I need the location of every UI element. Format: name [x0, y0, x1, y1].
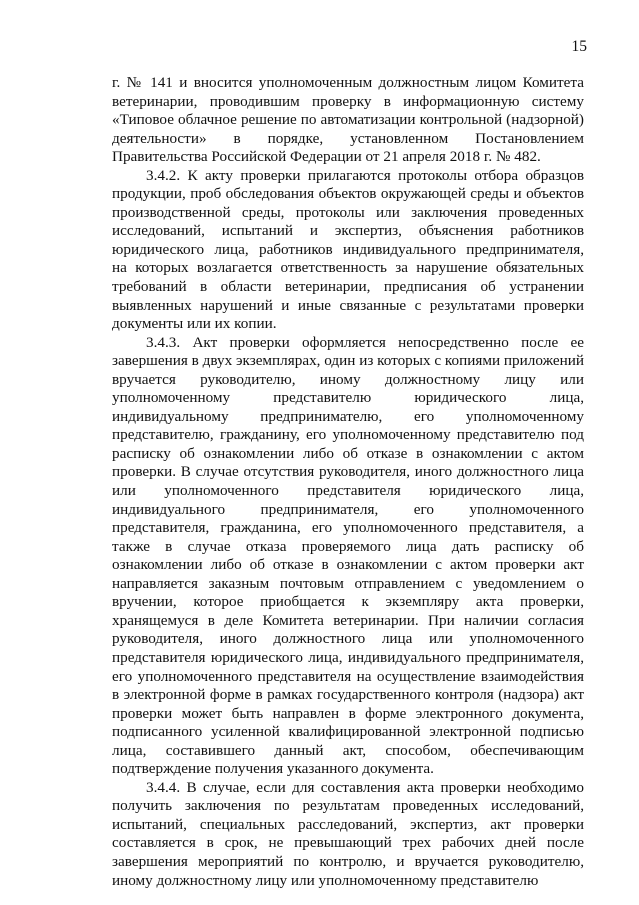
text-line: хранящемуся в деле Комитета ветеринарии. При наличии согласия	[112, 611, 584, 629]
text-line: исследований, испытаний и экспертиз, объяснения работников	[112, 222, 584, 240]
text-line: Правительства Российской Федерации от 21 апреля 2018 г. № 482.	[112, 148, 541, 166]
text-line: г. № 141 и вносится уполномоченным должностным лицом Комитета	[112, 74, 584, 91]
paragraph	[112, 779, 584, 890]
text-line: требований в области ветеринарии, предписания об устранении	[112, 278, 584, 296]
text-line: на которых возлагается ответственность за нарушение обязательных	[112, 259, 584, 277]
text-line: производственной среды, протоколы или заключения проведенных	[112, 203, 584, 221]
text-line: ознакомлении либо об отказе в ознакомлении с актом проверки акт	[112, 556, 584, 574]
text-line: юридического лица, работников индивидуального предпринимателя,	[112, 240, 584, 258]
text-line: 3.4.3. Акт проверки оформляется непосредственно после ее	[146, 333, 584, 351]
text-line: деятельности» в порядке, установленном Постановлением	[112, 129, 584, 147]
text-line: составляется в срок, не превышающий трех рабочих дней после	[112, 834, 584, 852]
text-line: вручается руководителю, иному должностному лицу или	[112, 370, 584, 388]
text-line: в электронной форме в рамках государственного контроля (надзора) акт	[112, 686, 584, 704]
text-line: испытаний, специальных расследований, экспертиз, акт проверки	[112, 815, 584, 833]
text-line: вручении, которое приобщается к экземпляру акта проверки,	[112, 593, 584, 611]
paragraph	[112, 167, 584, 334]
document-body	[112, 74, 584, 890]
text-line: иному должностному лицу или уполномоченному представителю	[112, 871, 539, 889]
text-line: расписку об ознакомлении либо об отказе в ознакомлении с актом	[112, 444, 584, 462]
text-line: руководителя, иного должностного лица или уполномоченного	[112, 630, 584, 648]
text-line: продукции, проб обследования объектов окружающей среды и объектов	[112, 185, 584, 203]
text-line: его уполномоченного представителя на осуществление взаимодействия	[112, 667, 584, 685]
page-number: 15	[571, 38, 587, 55]
text-line: направляется заказным почтовым отправлением с уведомлением о	[112, 574, 584, 592]
text-line: выявленных нарушений и иные связанные с результатами проверки	[112, 296, 584, 314]
text-line: уполномоченному представителю юридического лица,	[112, 389, 584, 407]
text-line: представителя юридического лица, индивидуального предпринимателя,	[112, 648, 584, 666]
paragraph	[112, 334, 584, 779]
text-line: также в случае отказа проверяемого лица дать расписку об	[112, 537, 584, 555]
text-line: проверки может быть направлен в форме электронного документа,	[112, 704, 584, 722]
text-line: 3.4.2. К акту проверки прилагаются протоколы отбора образцов	[146, 166, 584, 184]
text-line: лица, составившего данный акт, способом, обеспечивающим	[112, 741, 584, 759]
text-line: «Типовое облачное решение по автоматизации контрольной (надзорной)	[112, 111, 584, 129]
text-line: завершения мероприятий по контролю, и вручается руководителю,	[112, 852, 584, 870]
text-line: индивидуального предпринимателя, его уполномоченного	[112, 500, 584, 518]
text-line: документы или их копии.	[112, 315, 277, 333]
text-line: представителю, гражданину, его уполномоченному представителю под	[112, 426, 584, 444]
text-line: подтверждение получения указанного документа.	[112, 760, 434, 778]
text-line: 3.4.4. В случае, если для составления акта проверки необходимо	[146, 778, 584, 796]
text-line: или уполномоченного представителя юридического лица,	[112, 482, 584, 500]
text-line: завершения в двух экземплярах, один из которых с копиями приложений	[112, 352, 584, 370]
text-line: индивидуальному предпринимателю, его уполномоченному	[112, 407, 584, 425]
text-line: проверки. В случае отсутствия руководителя, иного должностного лица	[112, 463, 584, 481]
text-line: подписанного усиленной квалифицированной электронной подписью	[112, 723, 584, 741]
text-line: ветеринарии, проводившим проверку в информационную систему	[112, 92, 584, 110]
text-line: получить заключения по результатам проведенных исследований,	[112, 797, 584, 815]
text-line: представителя, гражданина, его уполномоченного представителя, а	[112, 519, 584, 537]
paragraph	[112, 74, 584, 167]
